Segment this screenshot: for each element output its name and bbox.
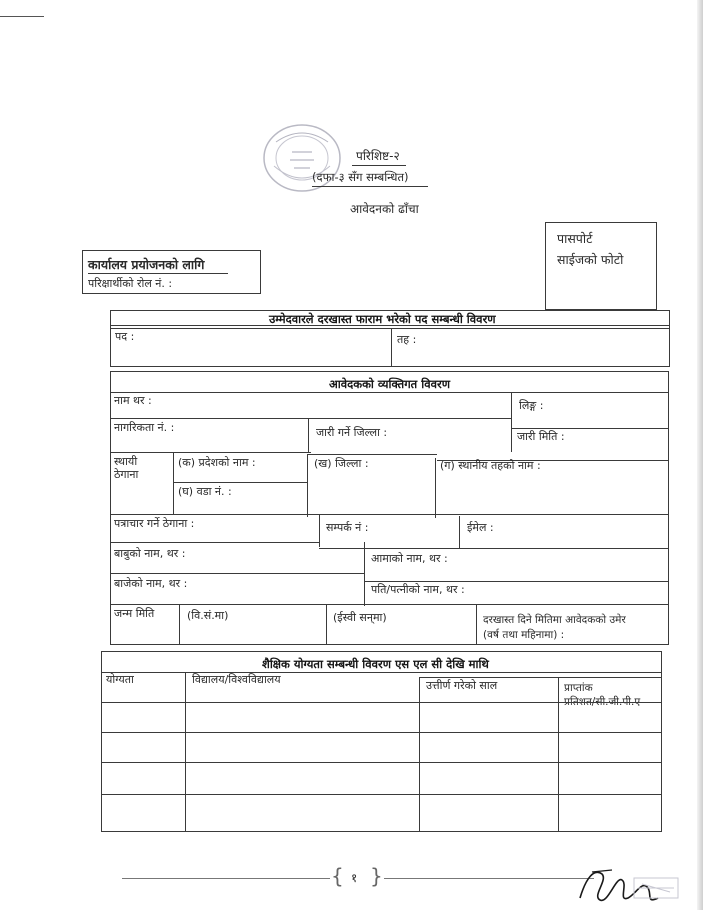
permanent-address-label-2: ठेगाना xyxy=(114,468,139,481)
issue-date-divider xyxy=(511,428,512,452)
district-divider xyxy=(435,458,436,518)
post-label: पद : xyxy=(115,330,135,343)
province-label: (क) प्रदेशको नाम : xyxy=(178,456,256,469)
education-col-divider-1 xyxy=(185,672,186,831)
father-name-label: बाबुको नाम, थर : xyxy=(114,547,186,560)
province-divider xyxy=(307,454,308,517)
photo-label-line2: साईजको फोटो xyxy=(557,252,624,267)
footer-rule-left xyxy=(122,878,330,879)
education-col-divider-2 xyxy=(419,677,420,831)
mailing-address-label: पत्राचार गर्ने ठेगाना : xyxy=(114,517,195,530)
dob-label: जन्म मिति xyxy=(114,607,155,620)
name-row-bottom xyxy=(111,418,511,419)
education-row-line xyxy=(102,732,661,733)
bs-date-label: (वि.सं.मा) xyxy=(187,609,229,622)
footer-brace-left: { xyxy=(331,864,344,888)
ward-label: (घ) वडा नं. : xyxy=(178,485,232,498)
roll-number-label: परिक्षार्थीको रोल नं. : xyxy=(88,277,173,290)
col-marks: प्राप्तांक xyxy=(564,682,593,694)
office-use-box xyxy=(82,250,261,294)
grandfather-name-label: बाजेको नाम, थर : xyxy=(114,577,188,590)
mailing-row-bottom-left xyxy=(111,542,319,543)
section-reference: (दफा-३ सँग सम्बन्धित) xyxy=(312,170,409,184)
footer-brace-right: } xyxy=(370,864,383,888)
name-label: नाम थर : xyxy=(114,394,152,407)
spouse-name-label: पति/पत्नीको नाम, थर : xyxy=(371,583,465,596)
email-label: ईमेल : xyxy=(467,521,494,534)
issue-district-label: जारी गर्ने जिल्ला : xyxy=(316,426,388,439)
father-row-bottom xyxy=(111,573,364,574)
level-label: तह : xyxy=(397,333,417,346)
education-col-divider-3 xyxy=(558,677,559,831)
age-label-line2: (वर्ष तथा महिनामा) : xyxy=(483,629,565,641)
parents-divider xyxy=(364,542,365,606)
ad-divider xyxy=(476,604,477,644)
office-use-title: कार्यालय प्रयोजनको लागि xyxy=(88,257,205,272)
scan-mark xyxy=(0,16,44,17)
citizenship-divider xyxy=(308,418,309,452)
citizenship-row-bottom-left xyxy=(111,452,311,453)
post-details-heading: उम्मेदवारले दरखास्त फाराम भरेको पद सम्बन्धी विवरण xyxy=(269,312,496,326)
col-percentage: प्रतिशत/सी.जी.पी.ए xyxy=(564,696,641,708)
education-subheader-line xyxy=(419,677,661,678)
col-pass-year: उत्तीर्ण गरेको साल xyxy=(426,679,498,692)
personal-details-heading: आवेदकको व्यक्तिगत विवरण xyxy=(329,377,451,391)
permanent-address-label-1: स्थायी xyxy=(114,455,138,468)
education-row-line xyxy=(102,702,661,703)
mother-row-bottom xyxy=(364,581,668,582)
page-number: १ xyxy=(351,871,358,885)
mother-name-label: आमाको नाम, थर : xyxy=(371,552,448,565)
post-details-section xyxy=(110,310,670,367)
post-heading-divider-2 xyxy=(111,328,669,329)
mailing-row-bottom-right xyxy=(319,548,668,549)
scan-edge xyxy=(697,0,703,910)
address-row-bottom xyxy=(111,514,668,515)
citizenship-label: नागरिकता नं. : xyxy=(114,421,175,434)
local-level-label: (ग) स्थानीय तहको नाम : xyxy=(440,459,541,472)
district-label: (ख) जिल्ला : xyxy=(314,457,369,470)
gender-row-bottom xyxy=(511,428,668,429)
dob-divider xyxy=(179,604,180,644)
office-use-underline xyxy=(88,273,228,274)
post-divider xyxy=(391,328,392,366)
bs-divider xyxy=(326,604,327,644)
education-row-line xyxy=(102,762,661,763)
citizenship-row-bottom-mid xyxy=(307,454,437,455)
section-reference-underline xyxy=(312,186,428,187)
form-title: आवेदनको ढाँचा xyxy=(350,202,419,216)
footer-rule-right xyxy=(384,878,594,879)
personal-heading-divider xyxy=(111,392,668,393)
education-heading: शैक्षिक योग्यता सम्बन्धी विवरण एस एल सी देखि माथि xyxy=(262,657,489,671)
grandfather-row-bottom xyxy=(111,604,668,605)
province-row-bottom xyxy=(173,482,307,483)
age-label-line1: दरखास्त दिने मितिमा आवेदकको उमेर xyxy=(483,614,626,626)
signature xyxy=(572,858,682,910)
issue-date-label: जारी मिति : xyxy=(517,430,565,443)
col-institution: विद्यालय/विश्वविद्यालय xyxy=(192,673,281,686)
address-label-divider xyxy=(173,452,174,515)
mailing-divider xyxy=(319,514,320,547)
education-row-line xyxy=(102,794,661,795)
passport-photo-box xyxy=(545,222,657,310)
contact-divider xyxy=(459,516,460,549)
appendix-label: परिशिष्ट-२ xyxy=(356,149,400,163)
education-section xyxy=(101,651,662,832)
gender-label: लिङ्ग : xyxy=(519,399,544,412)
appendix-underline xyxy=(352,165,406,166)
gender-divider xyxy=(511,392,512,428)
col-qualification: योग्यता xyxy=(106,673,134,686)
photo-label-line1: पासपोर्ट xyxy=(557,231,593,246)
contact-label: सम्पर्क नं : xyxy=(326,521,369,534)
ad-date-label: (ईस्वी सन्‌मा) xyxy=(333,611,387,624)
personal-details-section xyxy=(110,371,669,645)
